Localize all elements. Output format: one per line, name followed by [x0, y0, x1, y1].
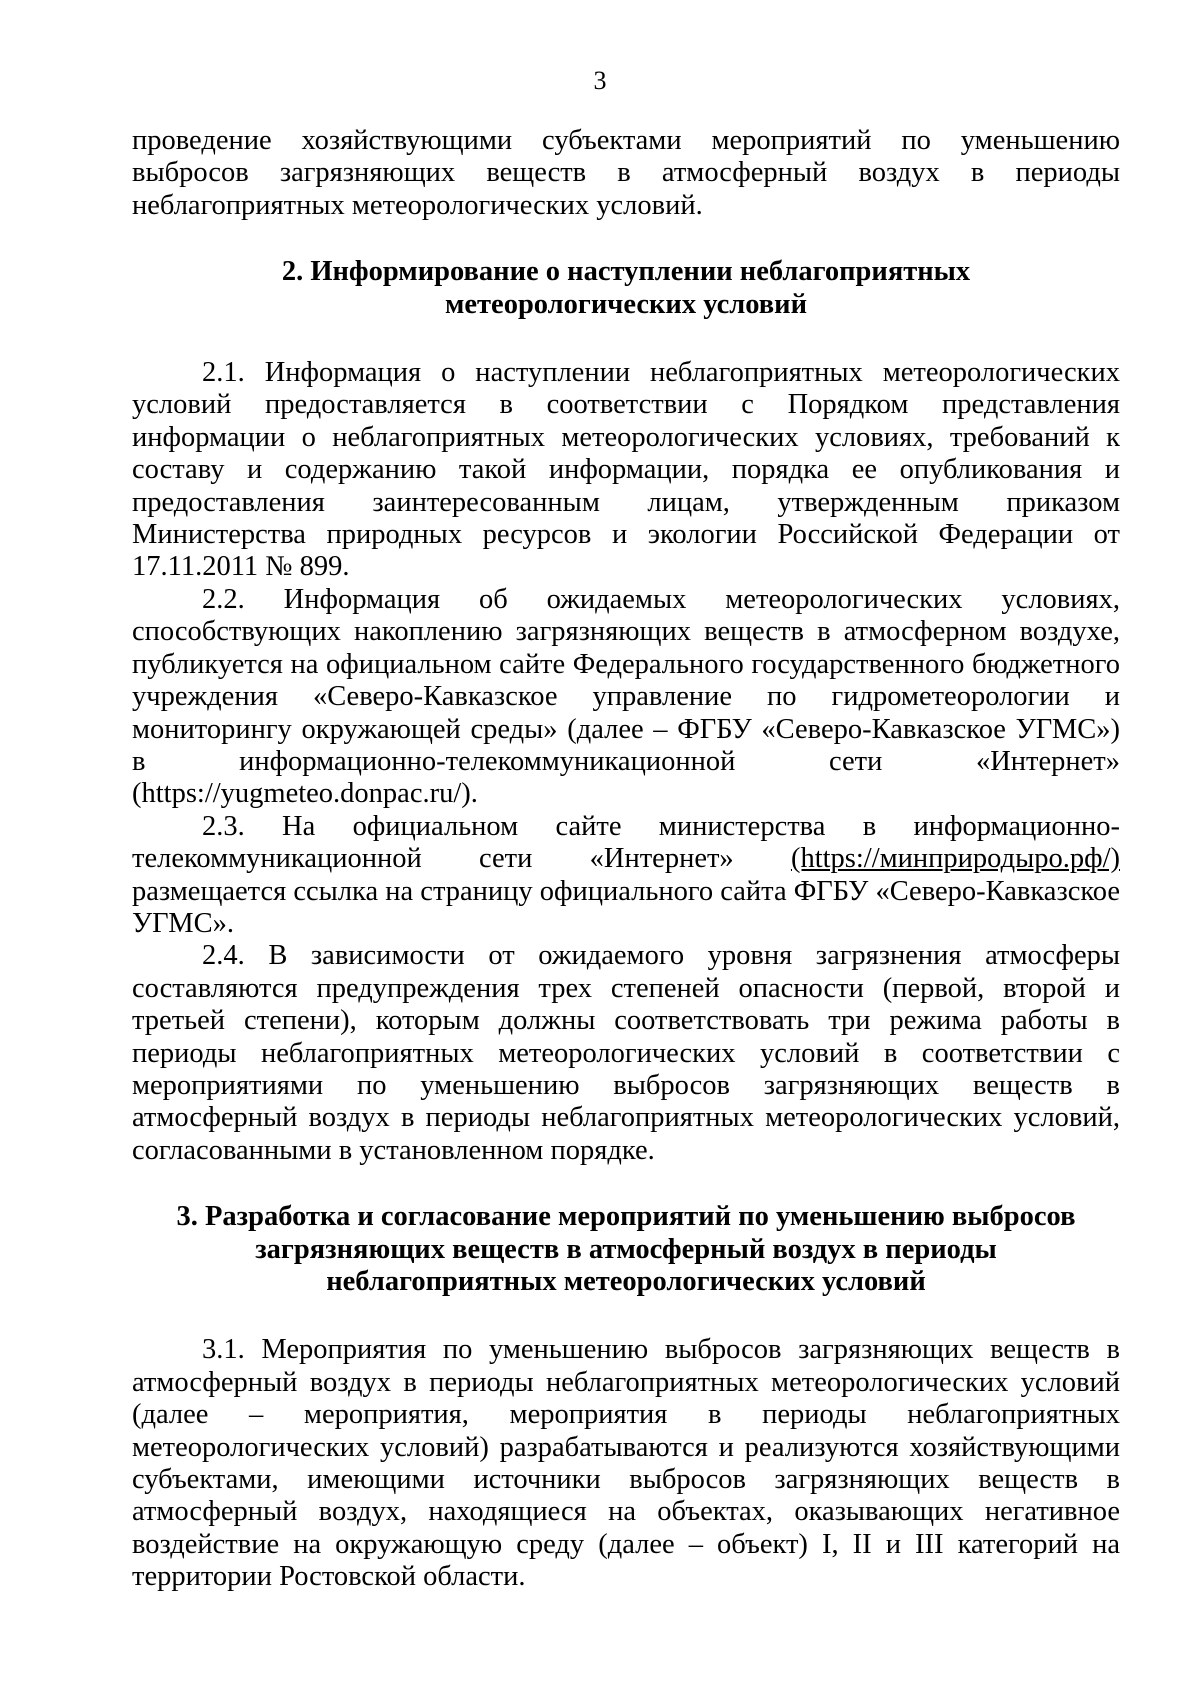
paragraph-3-1: 3.1. Мероприятия по уменьшению выбросов загрязняющих веществ в атмосферный воздух в периоды неблагоприятных метеорологических условий (далее – мероприятия, мероприятия в периоды неблагоприятных метеорологических условий) разрабатываются и реализуются хозяйствующими субъектами, имеющими источники выбросов загрязняющих веществ в атмосферный воздух, находящиеся на объектах, оказывающих негативное воздействие на окружающую среду (далее – объект) I, II и III категорий на территории Ростовской области.	[132, 1334, 1120, 1593]
section-3-title: 3. Разработка и согласование мероприятий по уменьшению выбросов загрязняющих веществ в атмосферный воздух в периоды неблагоприятных метеорологических условий	[176, 1201, 1076, 1297]
section-2-title: 2. Информирование о наступлении неблагоприятных метеорологических условий	[281, 256, 971, 320]
ministry-site-link[interactable]: (https://минприродыро.рф/)	[790, 843, 1120, 875]
paragraph-2-4: 2.4. В зависимости от ожидаемого уровня загрязнения атмосферы составляются предупреждения трех степеней опасности (первой, второй и третьей степени), которым должны соответствовать три режима работы в периоды неблагоприятных метеорологических условий в соответствии с мероприятиями по уменьшению выбросов загрязняющих веществ в атмосферный воздух в периоды неблагоприятных метеорологических условий, согласованными в установленном порядке.	[132, 940, 1120, 1166]
paragraph-2-3-text-end: размещается ссылка на страницу официального сайта ФГБУ «Северо-Кавказское УГМС».	[132, 875, 1120, 939]
paragraph-2-3	[132, 811, 1120, 941]
paragraph-2-2: 2.2. Информация об ожидаемых метеорологических условиях, способствующих накоплению загрязняющих веществ в атмосферном воздухе, публикуется на официальном сайте Федерального государственного бюджетного учреждения «Северо-Кавказское управление по гидрометеорологии и мониторингу окружающей среды» (далее – ФГБУ «Северо-Кавказское УГМС») в информационно-телекоммуникационной сети «Интернет» (https://yugmeteo.donpac.ru/).	[132, 583, 1120, 810]
page-number: 3	[593, 66, 607, 95]
paragraph-2-1: 2.1. Информация о наступлении неблагоприятных метеорологических условий предоставляется в соответствии с Порядком представления информации о неблагоприятных метеорологических условиях, требований к составу и содержанию такой информации, порядка ее опубликования и предоставления заинтересованным лицам, утвержденным приказом Министерства природных ресурсов и экологии Российской Федерации от 17.11.2011 № 899.	[132, 357, 1120, 583]
paragraph-2-3-text-start: 2.3. На официальном сайте министерства в информационно-телекоммуникационной сети «Интернет»	[132, 810, 1120, 875]
document-body	[132, 125, 1120, 1594]
intro-paragraph: проведение хозяйствующими субъектами мероприятий по уменьшению выбросов загрязняющих веществ в атмосферный воздух в периоды неблагоприятных метеорологических условий.	[132, 125, 1120, 221]
